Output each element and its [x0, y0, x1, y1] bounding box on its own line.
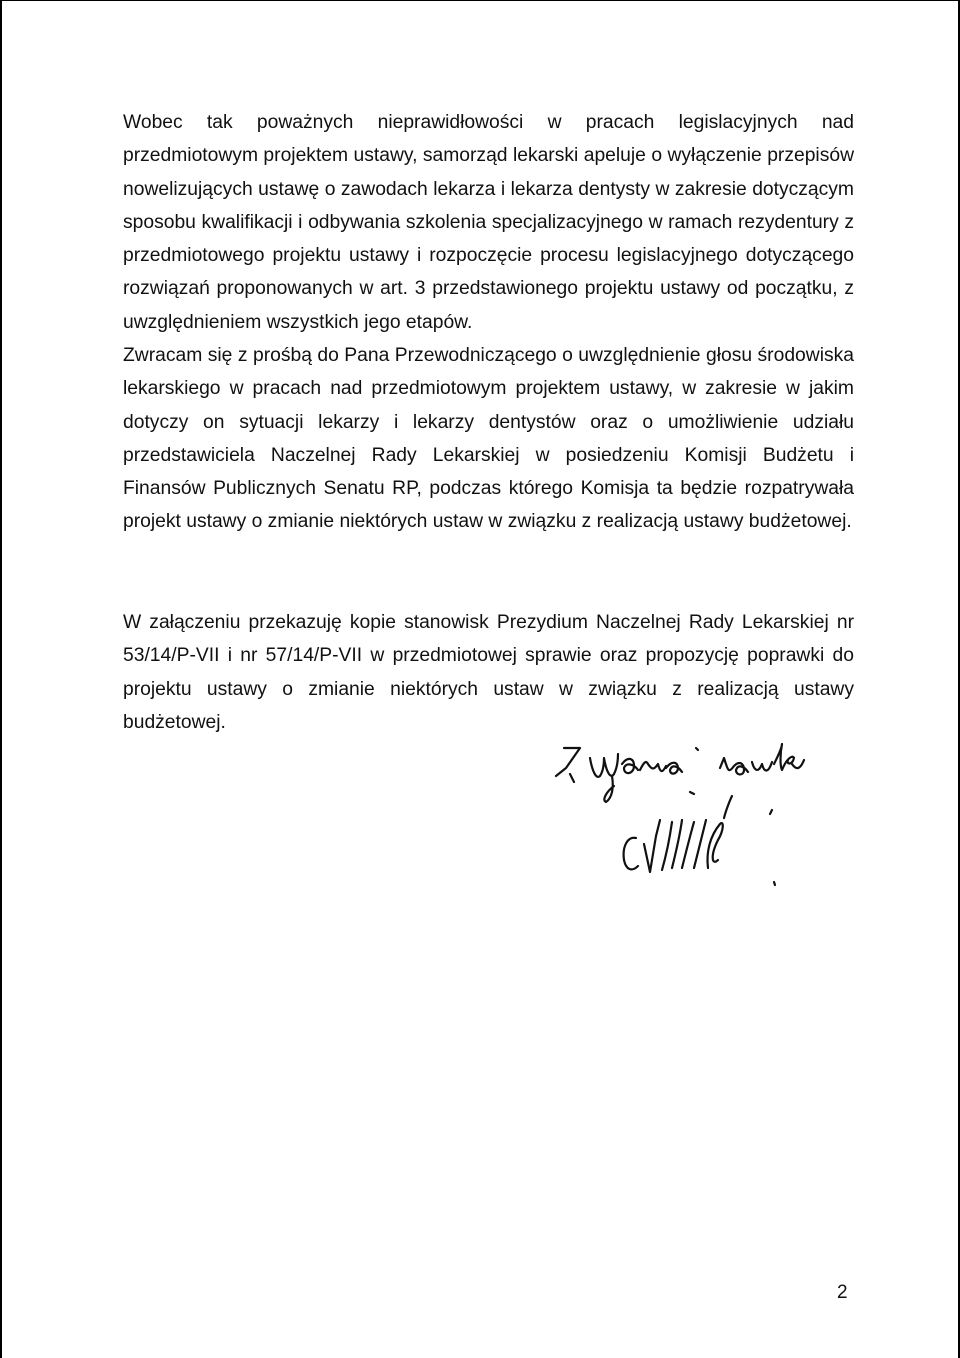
handwritten-signature	[548, 740, 908, 910]
scan-edge-top	[0, 0, 960, 1]
page-number: 2	[837, 1282, 848, 1303]
body-paragraph-1	[123, 106, 854, 339]
paragraph-text: W załączeniu przekazuję kopie stanowisk Prezydium Naczelnej Rady Lekarskiej nr 53/14/P-VII i nr 57/14/P-VII w przedmiotowej sprawie oraz propozycję poprawki do projektu ustawy o zmianie niektórych ustaw w związku z realizacją ustawy budżetowej.	[123, 612, 854, 733]
scan-edge-left	[0, 0, 2, 1358]
body-paragraph-2	[123, 339, 854, 539]
paragraph-text: Wobec tak poważnych nieprawidłowości w pracach legislacyjnych nad przedmiotowym projektem ustawy, samorząd lekarski apeluje o wyłączenie przepisów nowelizujących ustawę o zawodach lekarza i lekarza dentysty w zakresie dotyczącym sposobu kwalifikacji i odbywania szkolenia specjalizacyjnego w ramach rezydentury z przedmiotowego projektu ustawy i rozpoczęcie procesu legislacyjnego dotyczącego rozwiązań proponowanych w art. 3 przedstawionego projektu ustawy od początku, z uwzględnieniem wszystkich jego etapów.	[123, 112, 854, 333]
body-paragraph-3	[123, 606, 854, 739]
signature-drawing	[548, 740, 908, 910]
paragraph-text: Zwracam się z prośbą do Pana Przewodniczącego o uwzględnienie głosu środowiska lekarskiego w pracach nad przedmiotowym projektem ustawy, w zakresie w jakim dotyczy on sytuacji lekarzy i lekarzy dentystów oraz o umożliwienie udziału przedstawiciela Naczelnej Rady Lekarskiej w posiedzeniu Komisji Budżetu i Finansów Publicznych Senatu RP, podczas którego Komisja ta będzie rozpatrywała projekt ustawy o zmianie niektórych ustaw w związku z realizacją ustawy budżetowej.	[123, 345, 854, 533]
